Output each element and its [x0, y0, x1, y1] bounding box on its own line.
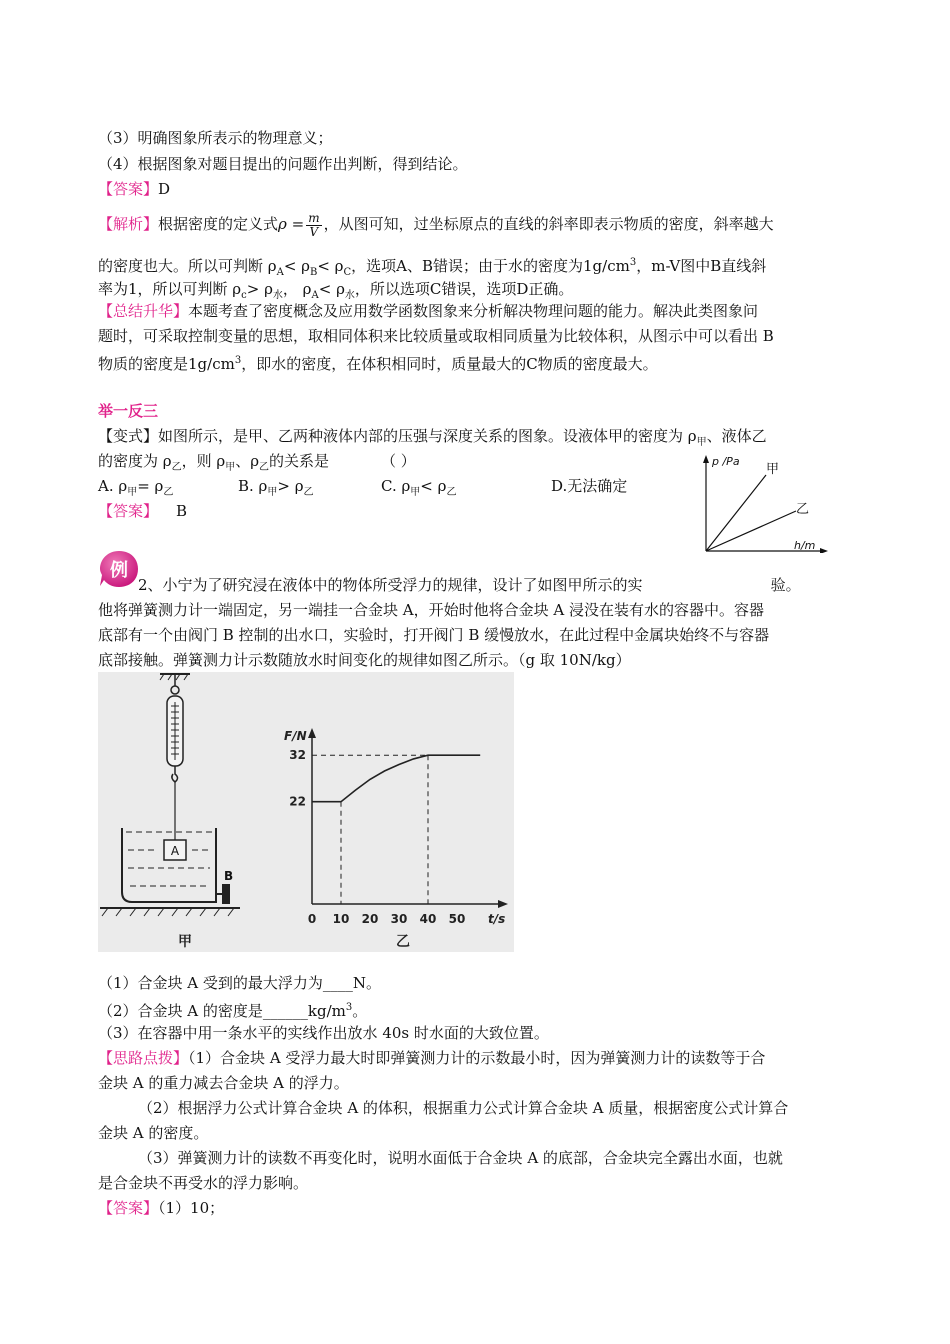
answer-3: [98, 1198, 224, 1218]
y-axis-arrow: [703, 455, 709, 463]
ground-hatch: [200, 908, 206, 916]
subscript: A: [311, 290, 319, 301]
ground-hatch: [186, 908, 192, 916]
option-a: [98, 476, 173, 503]
question-1: （1）合金块 A 受到的最大浮力为____N。: [98, 974, 382, 992]
text: ，则 ρ: [181, 452, 226, 470]
analysis-line-1: [98, 208, 774, 240]
text: < ρ: [283, 257, 310, 275]
label-jia: 甲: [766, 462, 780, 477]
text: < ρ: [420, 477, 447, 495]
text: ，所以选项C错误，选项D正确。: [354, 280, 574, 298]
ground-hatch: [144, 908, 150, 916]
option-c: [381, 476, 456, 503]
x-tick-label: 10: [332, 912, 350, 926]
text: ，m-V图中B直线斜: [636, 257, 767, 275]
ground-hatch: [214, 908, 220, 916]
chart-y-label: F/N: [284, 729, 307, 743]
option-b: [238, 476, 314, 503]
summary-line-2: 题时，可采取控制变量的思想，取相同体积来比较质量或取相同质量为比较体积，从图示中可以看出 B: [98, 327, 774, 345]
answer-tag: 【答案】: [98, 180, 159, 198]
answer-value: D: [158, 180, 171, 198]
pressure-depth-graph: [700, 453, 830, 553]
question-3: （3）在容器中用一条水平的实线作出放水 40s 时水面的大致位置。: [98, 1024, 549, 1042]
text: 物质的密度是1g/cm: [98, 355, 235, 373]
text: > ρ: [277, 477, 304, 495]
subscript: 乙: [171, 462, 182, 473]
answer-tag: 【答案】: [98, 502, 159, 520]
figure-label-yi: 乙: [396, 934, 410, 950]
hook: [172, 766, 178, 782]
subscript: 乙: [303, 487, 314, 498]
question-2: [98, 998, 367, 1021]
ground-hatch: [228, 908, 234, 916]
text: 【变式】如图所示，是甲、乙两种液体内部的压强与深度关系的图象。设液体甲的密度为 ρ: [98, 427, 697, 445]
x-axis-arrow: [820, 548, 828, 553]
answer-value: B: [176, 502, 188, 520]
text: A. ρ: [98, 477, 128, 495]
y-tick-label: 22: [289, 794, 306, 809]
y-tick-label: 32: [289, 748, 306, 763]
example-line-4: 底部接触。弹簧测力计示数随放水时间变化的规律如图乙所示。（g 取 10N/kg）: [98, 651, 631, 669]
ground-hatch: [158, 908, 164, 916]
chart-guides: [312, 755, 428, 904]
text: 验。: [770, 576, 801, 594]
subscript: 乙: [163, 487, 174, 498]
chart-series-line: [312, 755, 480, 802]
text: 、液体乙: [706, 427, 767, 445]
text: C. ρ: [381, 477, 411, 495]
apparatus-jia: [100, 674, 240, 950]
label-yi: 乙: [796, 502, 810, 517]
variant-line-2: [98, 451, 416, 478]
answer-value: （1）10；: [158, 1199, 225, 1217]
text-line: （3）明确图象所表示的物理意义；: [98, 129, 333, 147]
hint-line-6: 是合金块不再受水的浮力影响。: [98, 1174, 309, 1192]
x-tick-label: 30: [390, 912, 408, 926]
answer-2: [98, 501, 187, 521]
subscript: 水: [344, 290, 355, 301]
text: ，选项A、B错误；由于水的密度为1g/cm: [351, 257, 630, 275]
hint-line-3: （2）根据浮力公式计算合金块 A 的体积，根据重力公式计算合金块 A 质量，根据密度公式计算合: [138, 1099, 789, 1117]
subscript: 甲: [127, 487, 138, 498]
pressure-depth-figure: [700, 453, 830, 553]
container: [122, 828, 216, 902]
fraction-numerator: m: [308, 210, 320, 225]
experiment-figure: [98, 672, 514, 952]
summary-line-1: [98, 301, 758, 321]
text: ，即水的密度，在体积相同时，质量最大的C物质的密度最大。: [241, 355, 658, 373]
hint-line-5: （3）弹簧测力计的读数不再变化时，说明水面低于合金块 A 的底部，合金块完全露出水面，也就: [138, 1149, 783, 1167]
example-line-2: 他将弹簧测力计一端固定，另一端挂一合金块 A，开始时他将合金块 A 浸没在装有水的容器中。容器: [98, 601, 764, 619]
hint-line-1: [98, 1048, 765, 1068]
text: 的关系是: [269, 452, 330, 470]
subscript: 甲: [225, 462, 236, 473]
chart-y-axis-arrow: [308, 728, 316, 738]
text: > ρ: [246, 280, 273, 298]
valve-b-label: B: [224, 869, 234, 883]
chart-x-axis-arrow: [498, 900, 508, 908]
subscript: B: [309, 267, 318, 278]
badge-label: 例: [110, 560, 128, 581]
hint-line-4: 金块 A 的密度。: [98, 1124, 209, 1142]
subscript: 甲: [267, 487, 278, 498]
subscript: C: [343, 267, 352, 278]
subscript: 甲: [696, 437, 707, 448]
section-title: 举一反三: [98, 402, 159, 420]
example-badge-icon: [98, 548, 140, 590]
ground-hatch: [116, 908, 122, 916]
fraction-denominator: V: [309, 224, 319, 239]
chart-x-label: t/s: [488, 912, 506, 926]
valve-b: [222, 884, 230, 904]
ground-hatch: [130, 908, 136, 916]
force-time-chart: [284, 728, 508, 950]
y-axis-label: p /Pa: [712, 455, 740, 468]
text: < ρ: [317, 257, 344, 275]
subscript: 乙: [446, 487, 457, 498]
subscript: 甲: [410, 487, 421, 498]
text: 本题考查了密度概念及应用数学函数图象来分析解决物理问题的能力。解决此类图象问: [188, 302, 759, 320]
analysis-tag: 【解析】: [98, 215, 159, 233]
superscript: 3: [234, 355, 242, 366]
block-a-label: A: [170, 844, 180, 858]
superscript: 3: [629, 257, 637, 268]
answer-blank: （ ）: [381, 452, 416, 470]
text: B. ρ: [238, 477, 268, 495]
formula-fraction: [306, 212, 321, 239]
x-tick-label: 50: [448, 912, 466, 926]
text: 的密度为 ρ: [98, 452, 172, 470]
variant-line-1: [98, 426, 767, 453]
example-line-1: [138, 575, 801, 595]
text: （1）合金块 A 受浮力最大时即弹簧测力计的示数最小时，因为弹簧测力计的读数等于合: [188, 1049, 766, 1067]
answer-1: [98, 179, 170, 199]
text: （2）合金块 A 的密度是______kg/m: [98, 1002, 346, 1020]
example-badge: [98, 548, 140, 590]
line-yi: [706, 511, 796, 551]
hint-line-2: 金块 A 的重力减去合金块 A 的浮力。: [98, 1074, 349, 1092]
x-tick-label: 20: [361, 912, 379, 926]
ground-hatch: [102, 908, 108, 916]
hint-tag: 【思路点拨】: [98, 1049, 189, 1067]
text: = ρ: [137, 477, 164, 495]
subscript: A: [276, 267, 284, 278]
experiment-figure-svg: [98, 672, 514, 952]
superscript: 3: [345, 1002, 353, 1013]
text: 。: [352, 1002, 368, 1020]
text: < ρ: [318, 280, 345, 298]
subscript: c: [241, 290, 247, 301]
example-line-3: 底部有一个由阀门 B 控制的出水口，实验时，打开阀门 B 缓慢放水，在此过程中金属块始终不与容器: [98, 626, 770, 644]
x-axis-label: h/m: [794, 539, 816, 552]
x-tick-label: 0: [307, 912, 317, 926]
figure-label-jia: 甲: [178, 934, 192, 950]
text: 根据密度的定义式: [158, 215, 279, 233]
text: 率为1，所以可判断 ρ: [98, 280, 242, 298]
subscript: 乙: [259, 462, 270, 473]
text: 2、小宁为了研究浸在液体中的物体所受浮力的规律，设计了如图甲所示的实: [138, 576, 643, 594]
option-d: D.无法确定: [551, 477, 628, 495]
text: 的密度也大。所以可判断 ρ: [98, 257, 277, 275]
text: 、ρ: [235, 452, 260, 470]
text: ， ρ: [282, 280, 312, 298]
ground-hatch: [172, 908, 178, 916]
x-tick-label: 40: [419, 912, 437, 926]
text-line: （4）根据图象对题目提出的问题作出判断，得到结论。: [98, 155, 468, 173]
answer-tag: 【答案】: [98, 1199, 159, 1217]
text: ，从图可知，过坐标原点的直线的斜率即表示物质的密度，斜率越大: [323, 215, 774, 233]
subscript: 水: [272, 290, 283, 301]
line-jia: [706, 475, 766, 551]
summary-tag: 【总结升华】: [98, 302, 189, 320]
formula-rho: ρ =: [278, 215, 305, 233]
summary-line-3: [98, 351, 658, 374]
hanger-ring: [171, 686, 179, 694]
